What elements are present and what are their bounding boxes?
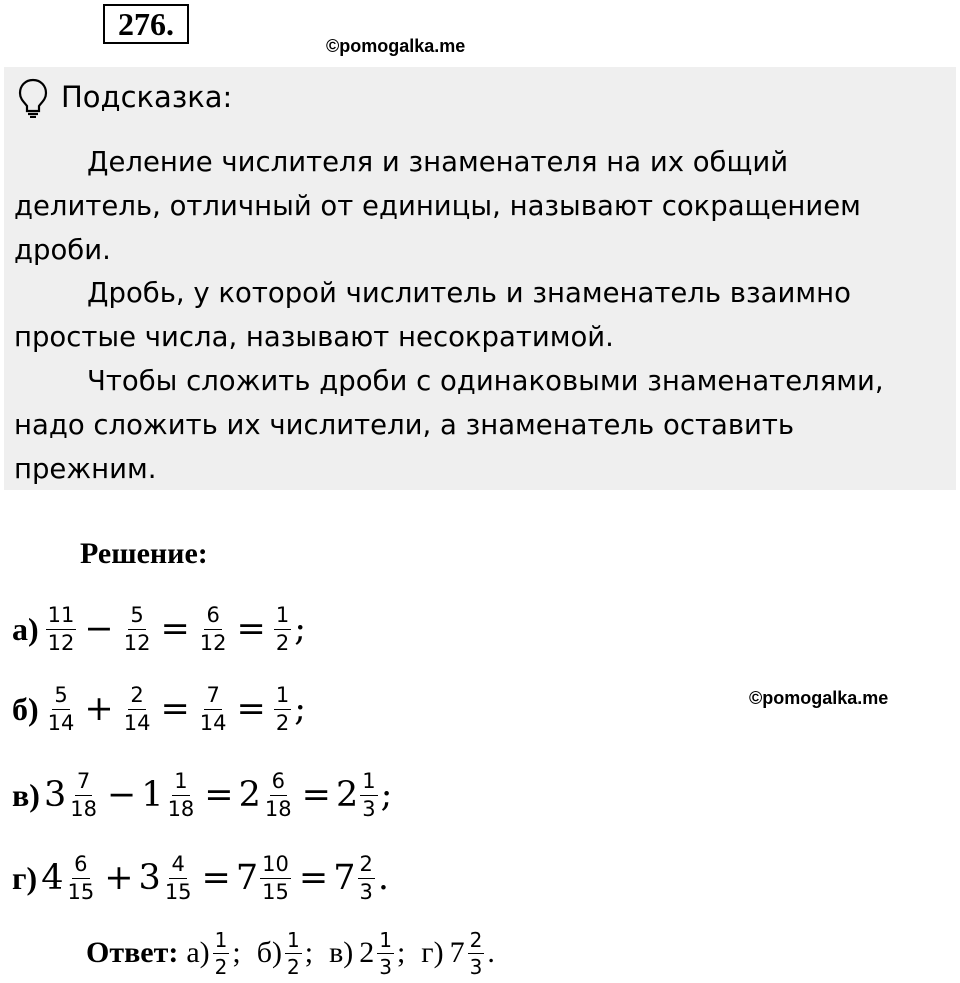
answer-item-label: г) [421, 936, 444, 969]
whole-number: 3 [138, 858, 161, 898]
denominator: 3 [362, 796, 376, 821]
punctuation: ; [232, 936, 241, 969]
denominator: 2 [275, 630, 290, 655]
hint-paragraph: Деление числителя и знаменателя на их общий делитель, отличный от единицы, называют сокращением дроби. [14, 146, 861, 266]
operator: = [201, 858, 231, 898]
numerator: 2 [469, 927, 483, 952]
denominator: 14 [123, 710, 151, 735]
denominator: 2 [275, 710, 290, 735]
operator: − [106, 775, 137, 815]
denominator: 15 [164, 879, 192, 904]
numerator: 1 [379, 927, 392, 952]
whole-number: 7 [235, 858, 259, 898]
answer-item-label: а) [186, 936, 210, 969]
row-label: а) [12, 610, 39, 647]
numerator: 6 [72, 853, 89, 879]
numerator: 5 [52, 684, 69, 710]
lightbulb-icon [17, 78, 49, 118]
answer-item [257, 929, 313, 978]
solution-row-v [12, 760, 392, 830]
solution-title: Решение: [80, 537, 208, 570]
whole-number: 4 [41, 858, 64, 898]
fraction [468, 929, 485, 978]
fraction [46, 604, 77, 655]
answer-item-label: б) [256, 936, 282, 969]
denominator: 18 [264, 796, 292, 821]
whole-number: 2 [238, 775, 261, 815]
hint-paragraph: Дробь, у которой числитель и знаменатель взаимно простые числа, называют несократимой. [14, 277, 851, 353]
numerator: 10 [260, 853, 291, 879]
numerator: 1 [360, 770, 377, 796]
punctuation: ; [294, 609, 307, 649]
denominator: 12 [199, 630, 227, 655]
denominator: 12 [123, 630, 151, 655]
answer-row [86, 923, 511, 983]
operator: = [236, 609, 266, 649]
row-label: б) [12, 690, 39, 727]
fraction [260, 853, 291, 904]
operator: − [84, 609, 114, 649]
solution-row-a [12, 594, 306, 664]
numerator: 4 [169, 853, 186, 879]
operator: = [301, 775, 331, 815]
answer-label: Ответ: [86, 936, 179, 969]
fraction [274, 684, 291, 735]
fraction [46, 684, 77, 735]
answer-item [421, 929, 495, 978]
numerator: 11 [46, 604, 77, 630]
numerator: 2 [358, 853, 375, 879]
solution-row-g [12, 843, 389, 913]
denominator: 12 [47, 630, 75, 655]
fraction [360, 770, 377, 821]
whole-number: 3 [43, 775, 67, 815]
operator: + [104, 858, 134, 898]
operator: = [204, 775, 234, 815]
fraction [122, 604, 153, 655]
numerator: 1 [274, 604, 291, 630]
fraction [377, 929, 394, 978]
denominator: 18 [70, 796, 97, 821]
whole-number: 2 [335, 775, 359, 815]
fraction [163, 853, 194, 904]
whole-number: 1 [141, 775, 164, 815]
denominator: 2 [286, 954, 300, 979]
hint-paragraph: Чтобы сложить дроби с одинаковыми знаменателями, надо сложить их числители, а знаменатель оставить прежним. [14, 365, 884, 485]
punctuation: ; [396, 936, 406, 969]
operator: + [84, 689, 114, 729]
denominator: 3 [379, 954, 392, 979]
numerator: 7 [204, 684, 221, 710]
denominator: 3 [359, 879, 373, 904]
numerator: 6 [270, 770, 287, 796]
numerator: 1 [286, 927, 300, 952]
whole-number: 7 [333, 858, 356, 898]
task-number: 276. [103, 4, 189, 44]
fraction [166, 770, 197, 821]
punctuation: . [377, 858, 390, 898]
numerator: 5 [128, 604, 145, 630]
watermark: ©pomogalka.me [749, 688, 889, 708]
hint-title: Подсказка: [61, 80, 233, 114]
fraction [213, 929, 230, 978]
numerator: 6 [204, 604, 221, 630]
fraction [263, 770, 294, 821]
whole-number: 7 [449, 936, 465, 969]
operator: = [236, 689, 266, 729]
answer-item-label: в) [329, 936, 354, 969]
denominator: 15 [67, 879, 95, 904]
punctuation: ; [380, 775, 393, 815]
operator: = [160, 609, 190, 649]
denominator: 3 [469, 954, 483, 979]
numerator: 1 [214, 927, 228, 952]
numerator: 2 [128, 684, 145, 710]
fraction [198, 604, 229, 655]
watermark: ©pomogalka.me [326, 36, 466, 56]
denominator: 18 [167, 796, 195, 821]
answer-item [186, 929, 240, 978]
fraction [274, 604, 291, 655]
fraction [68, 770, 99, 821]
fraction [65, 853, 96, 904]
numerator: 1 [274, 684, 291, 710]
solution-row-b [12, 674, 306, 744]
denominator: 2 [214, 954, 228, 979]
fraction [198, 684, 229, 735]
punctuation: . [487, 936, 495, 969]
punctuation: ; [294, 689, 307, 729]
numerator: 1 [172, 770, 189, 796]
denominator: 15 [262, 879, 289, 904]
denominator: 14 [199, 710, 227, 735]
fraction [285, 929, 302, 978]
answer-item [329, 929, 405, 978]
whole-number: 2 [359, 936, 375, 969]
operator: = [160, 689, 190, 729]
denominator: 14 [47, 710, 75, 735]
row-label: в) [12, 776, 40, 813]
fraction [122, 684, 153, 735]
row-label: г) [12, 859, 38, 896]
operator: = [298, 858, 329, 898]
fraction [358, 853, 375, 904]
punctuation: ; [304, 936, 314, 969]
numerator: 7 [75, 770, 92, 796]
